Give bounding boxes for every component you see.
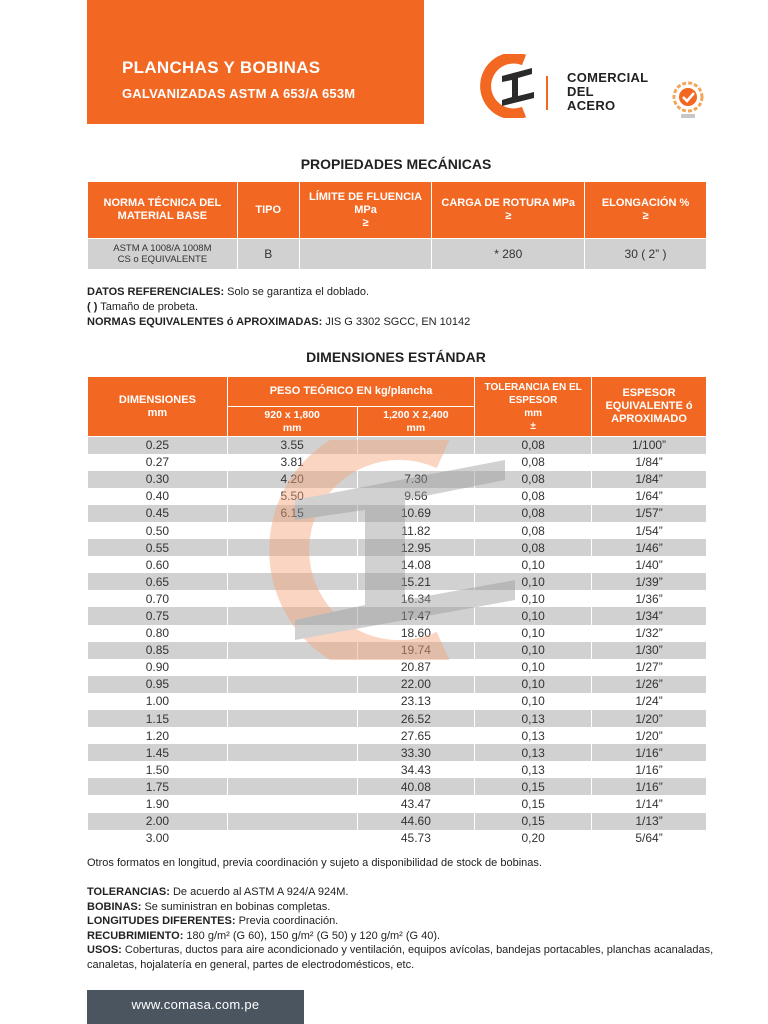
table-row <box>88 239 707 270</box>
cell-tolerancia: 0,10 <box>475 625 592 642</box>
cell-dimension: 0.45 <box>88 505 228 522</box>
table-row <box>88 607 707 624</box>
cell-peso-920 <box>227 607 357 624</box>
table-row <box>88 556 707 573</box>
certification-seal-icon <box>670 80 706 120</box>
cell-tolerancia: 0,08 <box>475 522 592 539</box>
table-row <box>88 471 707 488</box>
table-row <box>88 778 707 795</box>
cell-norma: ASTM A 1008/A 1008M CS o EQUIVALENTE <box>88 239 238 270</box>
cell-espesor: 1/14” <box>592 795 707 812</box>
header-limite: LÍMITE DE FLUENCIA MPa ≥ <box>299 182 432 239</box>
cell-dimension: 0.40 <box>88 488 228 505</box>
cell-espesor: 1/36” <box>592 590 707 607</box>
cell-dimension: 0.50 <box>88 522 228 539</box>
cell-tolerancia: 0,10 <box>475 573 592 590</box>
page-title: PLANCHAS Y BOBINAS <box>122 58 321 77</box>
cell-espesor: 1/46” <box>592 539 707 556</box>
cell-dimension: 0.27 <box>88 454 228 471</box>
cell-espesor: 5/64” <box>592 830 707 847</box>
cell-espesor: 1/30” <box>592 642 707 659</box>
reference-notes: DATOS REFERENCIALES: Solo se garantiza el doblado. ( ) Tamaño de probeta. NORMAS EQUIVALENTES ó APROXIMADAS: JIS G 3302 SGCC, EN 10142 <box>87 286 471 328</box>
cell-peso-920: 6.15 <box>227 505 357 522</box>
cell-espesor: 1/39” <box>592 573 707 590</box>
table-row <box>88 830 707 847</box>
cell-espesor: 1/20” <box>592 727 707 744</box>
cell-peso-1200: 33.30 <box>357 744 475 761</box>
cell-peso-920 <box>227 727 357 744</box>
cell-espesor: 1/64” <box>592 488 707 505</box>
mechanical-properties-table <box>87 181 707 270</box>
cell-espesor: 1/54” <box>592 522 707 539</box>
table-row <box>88 642 707 659</box>
cell-dimension: 1.15 <box>88 710 228 727</box>
cell-dimension: 0.65 <box>88 573 228 590</box>
header-tipo: TIPO <box>237 182 299 239</box>
header-920: 920 x 1,800 mm <box>227 407 357 437</box>
cell-peso-920 <box>227 795 357 812</box>
cell-peso-920 <box>227 778 357 795</box>
cell-dimension: 0.55 <box>88 539 228 556</box>
cell-peso-920 <box>227 573 357 590</box>
cell-peso-1200: 27.65 <box>357 727 475 744</box>
cell-peso-1200: 9.56 <box>357 488 475 505</box>
cell-elongacion: 30 ( 2” ) <box>585 239 707 270</box>
cell-peso-920 <box>227 744 357 761</box>
cell-peso-920 <box>227 539 357 556</box>
table-row <box>88 659 707 676</box>
cell-tolerancia: 0,15 <box>475 813 592 830</box>
cell-dimension: 0.80 <box>88 625 228 642</box>
cell-dimension: 1.90 <box>88 795 228 812</box>
cell-tolerancia: 0,08 <box>475 471 592 488</box>
logo-wordmark: COMERCIAL DEL ACERO <box>567 70 649 113</box>
cell-peso-1200: 26.52 <box>357 710 475 727</box>
cell-peso-920 <box>227 642 357 659</box>
cell-peso-1200: 44.60 <box>357 813 475 830</box>
header-norma: NORMA TÉCNICA DEL MATERIAL BASE <box>88 182 238 239</box>
cell-dimension: 1.75 <box>88 778 228 795</box>
cell-peso-1200: 45.73 <box>357 830 475 847</box>
cell-espesor: 1/16” <box>592 744 707 761</box>
cell-tolerancia: 0,10 <box>475 607 592 624</box>
cell-espesor: 1/13” <box>592 813 707 830</box>
cell-dimension: 0.85 <box>88 642 228 659</box>
table-row <box>88 573 707 590</box>
cell-peso-920 <box>227 693 357 710</box>
header-elongacion: ELONGACIÓN % ≥ <box>585 182 707 239</box>
cell-espesor: 1/16” <box>592 778 707 795</box>
cell-peso-1200: 43.47 <box>357 795 475 812</box>
cell-tolerancia: 0,10 <box>475 676 592 693</box>
cell-espesor: 1/20” <box>592 710 707 727</box>
cell-peso-920 <box>227 710 357 727</box>
cell-peso-1200: 23.13 <box>357 693 475 710</box>
cell-dimension: 0.25 <box>88 437 228 454</box>
cell-tolerancia: 0,08 <box>475 488 592 505</box>
table-row <box>88 761 707 778</box>
cell-peso-920 <box>227 590 357 607</box>
cell-peso-920 <box>227 522 357 539</box>
header-peso: PESO TEÓRICO EN kg/plancha <box>227 377 474 407</box>
cell-peso-1200 <box>357 437 475 454</box>
cell-dimension: 0.90 <box>88 659 228 676</box>
cell-dimension: 1.50 <box>88 761 228 778</box>
cell-peso-1200: 10.69 <box>357 505 475 522</box>
website-link[interactable]: www.comasa.com.pe <box>131 997 260 1012</box>
table-row <box>88 813 707 830</box>
cell-peso-920 <box>227 676 357 693</box>
cell-dimension: 0.75 <box>88 607 228 624</box>
cell-peso-1200: 40.08 <box>357 778 475 795</box>
table-row <box>88 522 707 539</box>
cell-tolerancia: 0,10 <box>475 642 592 659</box>
cell-dimension: 0.95 <box>88 676 228 693</box>
cell-peso-1200: 11.82 <box>357 522 475 539</box>
table-row <box>88 590 707 607</box>
table-row <box>88 539 707 556</box>
cell-espesor: 1/84” <box>592 454 707 471</box>
header-1200: 1,200 X 2,400 mm <box>357 407 475 437</box>
cell-peso-920: 4.20 <box>227 471 357 488</box>
table-row <box>88 710 707 727</box>
cell-peso-920 <box>227 830 357 847</box>
header-carga: CARGA DE ROTURA MPa ≥ <box>432 182 585 239</box>
cell-peso-1200: 18.60 <box>357 625 475 642</box>
cell-dimension: 1.45 <box>88 744 228 761</box>
cell-tolerancia: 0,10 <box>475 693 592 710</box>
specifications-notes: TOLERANCIAS: De acuerdo al ASTM A 924/A 924M. BOBINAS: Se suministran en bobinas completas. LONGITUDES DIFERENTES: Previa coordinación. RECUBRIMIENTO: 180 g/m² (G 60), 150 g/m² (G 50) y 120 g/m² (G 40). USOS: Coberturas, ductos para aire acondicionado y ventilación, equipos avícolas, bandejas portacables, planchas acanaladas, canaletas, hojalatería en general, partes de electrodomésticos, etc. <box>87 886 714 971</box>
cell-tolerancia: 0,20 <box>475 830 592 847</box>
cell-peso-1200: 22.00 <box>357 676 475 693</box>
cell-peso-1200: 34.43 <box>357 761 475 778</box>
cell-tolerancia: 0,08 <box>475 539 592 556</box>
cell-espesor: 1/26” <box>592 676 707 693</box>
table-row <box>88 693 707 710</box>
other-formats-note: Otros formatos en longitud, previa coordinación y sujeto a disponibilidad de stock de bobinas. <box>87 857 542 869</box>
cell-peso-1200: 19.74 <box>357 642 475 659</box>
table-row <box>88 505 707 522</box>
header-tolerancia: TOLERANCIA EN EL ESPESOR mm ± <box>475 377 592 437</box>
table-row <box>88 625 707 642</box>
comercial-del-acero-logo-icon <box>472 54 558 118</box>
dimensions-table <box>87 376 707 847</box>
cell-peso-1200: 16.34 <box>357 590 475 607</box>
cell-peso-1200: 20.87 <box>357 659 475 676</box>
table-row <box>88 488 707 505</box>
cell-tolerancia: 0,13 <box>475 710 592 727</box>
table-row <box>88 727 707 744</box>
cell-tolerancia: 0,08 <box>475 505 592 522</box>
cell-espesor: 1/16” <box>592 761 707 778</box>
cell-peso-920 <box>227 659 357 676</box>
cell-dimension: 1.00 <box>88 693 228 710</box>
cell-peso-920 <box>227 625 357 642</box>
cell-peso-920 <box>227 813 357 830</box>
cell-espesor: 1/40” <box>592 556 707 573</box>
cell-peso-920: 5.50 <box>227 488 357 505</box>
table-row <box>88 454 707 471</box>
cell-espesor: 1/27” <box>592 659 707 676</box>
cell-espesor: 1/32” <box>592 625 707 642</box>
table-row <box>88 744 707 761</box>
table-row <box>88 676 707 693</box>
cell-peso-920 <box>227 761 357 778</box>
cell-tolerancia: 0,15 <box>475 778 592 795</box>
cell-tolerancia: 0,10 <box>475 590 592 607</box>
cell-tolerancia: 0,08 <box>475 454 592 471</box>
header-espesor: ESPESOR EQUIVALENTE ó APROXIMADO <box>592 377 707 437</box>
cell-tolerancia: 0,10 <box>475 659 592 676</box>
table-row <box>88 437 707 454</box>
cell-dimension: 2.00 <box>88 813 228 830</box>
cell-espesor: 1/84” <box>592 471 707 488</box>
cell-tolerancia: 0,10 <box>475 556 592 573</box>
cell-peso-1200 <box>357 454 475 471</box>
section-title-dimensiones: DIMENSIONES ESTÁNDAR <box>306 349 486 365</box>
cell-espesor: 1/57” <box>592 505 707 522</box>
table-row <box>88 795 707 812</box>
cell-tolerancia: 0,08 <box>475 437 592 454</box>
cell-peso-1200: 7.30 <box>357 471 475 488</box>
cell-peso-920: 3.81 <box>227 454 357 471</box>
cell-peso-920: 3.55 <box>227 437 357 454</box>
cell-espesor: 1/34” <box>592 607 707 624</box>
cell-dimension: 3.00 <box>88 830 228 847</box>
cell-peso-1200: 14.08 <box>357 556 475 573</box>
cell-limite <box>299 239 432 270</box>
cell-tolerancia: 0,15 <box>475 795 592 812</box>
cell-dimension: 0.60 <box>88 556 228 573</box>
cell-peso-920 <box>227 556 357 573</box>
cell-peso-1200: 17.47 <box>357 607 475 624</box>
cell-espesor: 1/100” <box>592 437 707 454</box>
cell-peso-1200: 15.21 <box>357 573 475 590</box>
cell-tolerancia: 0,13 <box>475 727 592 744</box>
page-subtitle: GALVANIZADAS ASTM A 653/A 653M <box>122 86 356 101</box>
cell-tipo: B <box>237 239 299 270</box>
cell-tolerancia: 0,13 <box>475 744 592 761</box>
header-dimensiones: DIMENSIONES mm <box>88 377 228 437</box>
cell-peso-1200: 12.95 <box>357 539 475 556</box>
cell-tolerancia: 0,13 <box>475 761 592 778</box>
section-title-propiedades: PROPIEDADES MECÁNICAS <box>300 156 492 172</box>
cell-espesor: 1/24” <box>592 693 707 710</box>
cell-dimension: 1.20 <box>88 727 228 744</box>
cell-dimension: 0.30 <box>88 471 228 488</box>
cell-carga: * 280 <box>432 239 585 270</box>
cell-dimension: 0.70 <box>88 590 228 607</box>
